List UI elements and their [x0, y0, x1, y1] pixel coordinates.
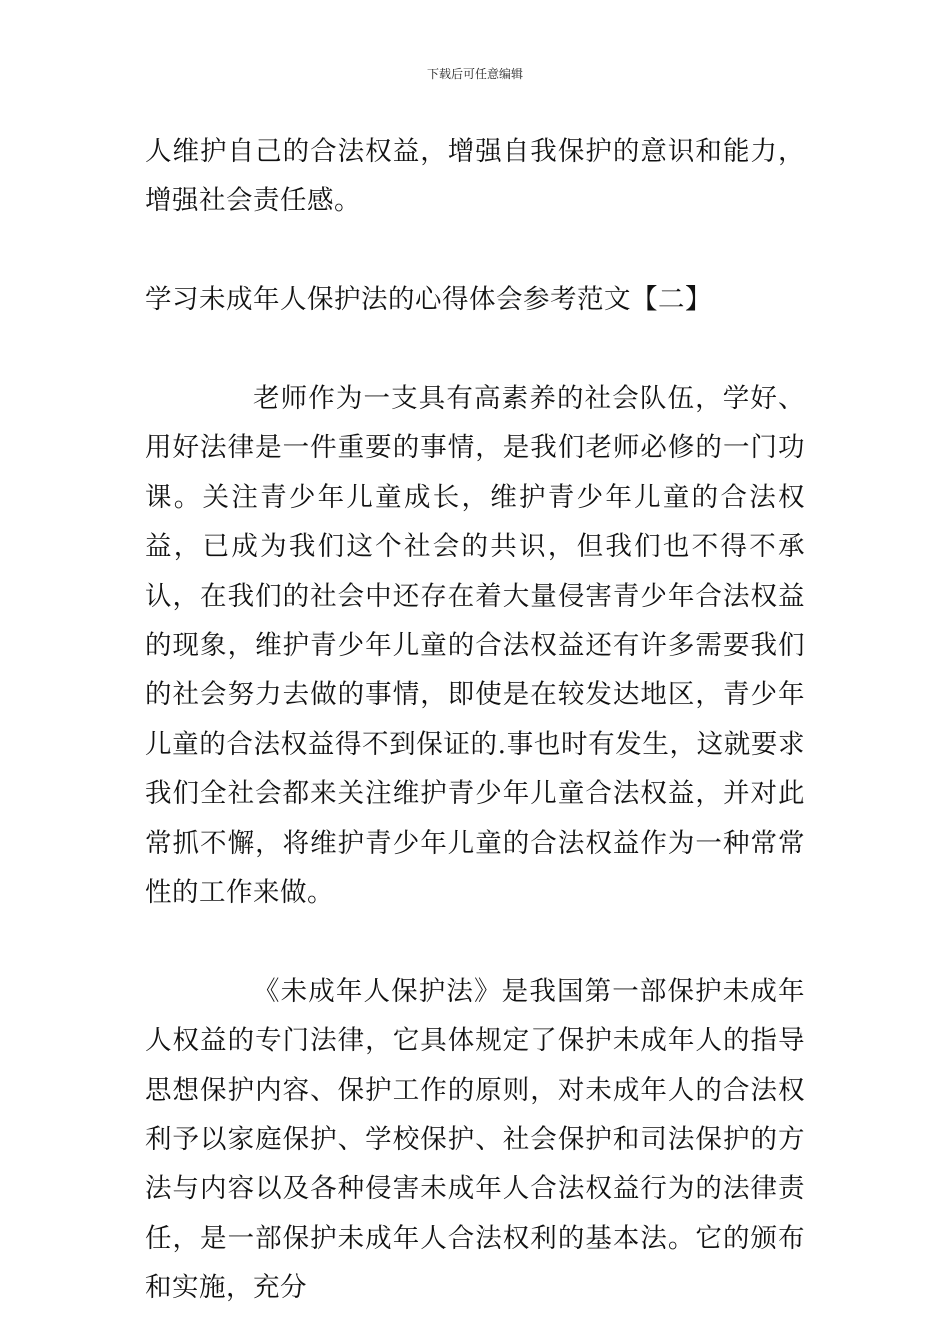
- paragraph-spacer: [145, 917, 805, 966]
- paragraph-1: 人维护自己的合法权益，增强自我保护的意识和能力，增强社会责任感。: [145, 136, 805, 217]
- page-header-note: 下载后可任意编辑: [426, 67, 523, 81]
- document-body: [145, 127, 805, 1313]
- paragraph-spacer: [145, 226, 805, 275]
- paragraph-spacer: [145, 325, 805, 374]
- paragraph-3: 《未成年人保护法》是我国第一部保护未成年人权益的专门法律，它具体规定了保护未成年人的指导思想保护内容、保护工作的原则，对未成年人的合法权利予以家庭保护、学校保护、社会保护和司法保护的方法与内容以及各种侵害未成年人合法权益行为的法律责任，是一部保护未成年人合法权利的基本法。它的颁布和实施，充分: [145, 975, 805, 1304]
- paragraph-2: 老师作为一支具有高素养的社会队伍，学好、用好法律是一件重要的事情，是我们老师必修的一门功课。关注青少年儿童成长，维护青少年儿童的合法权益，已成为我们这个社会的共识，但我们也不得不承认，在我们的社会中还存在着大量侵害青少年合法权益的现象，维护青少年儿童的合法权益还有许多需要我们的社会努力去做的事情，即使是在较发达地区，青少年儿童的合法权益得不到保证的.事也时有发生，这就要求我们全社会都来关注维护青少年儿童合法权益，并对此常抓不懈，将维护青少年儿童的合法权益作为一种常常性的工作来做。: [145, 383, 805, 909]
- section-heading: 学习未成年人保护法的心得体会参考范文【二】: [145, 284, 712, 316]
